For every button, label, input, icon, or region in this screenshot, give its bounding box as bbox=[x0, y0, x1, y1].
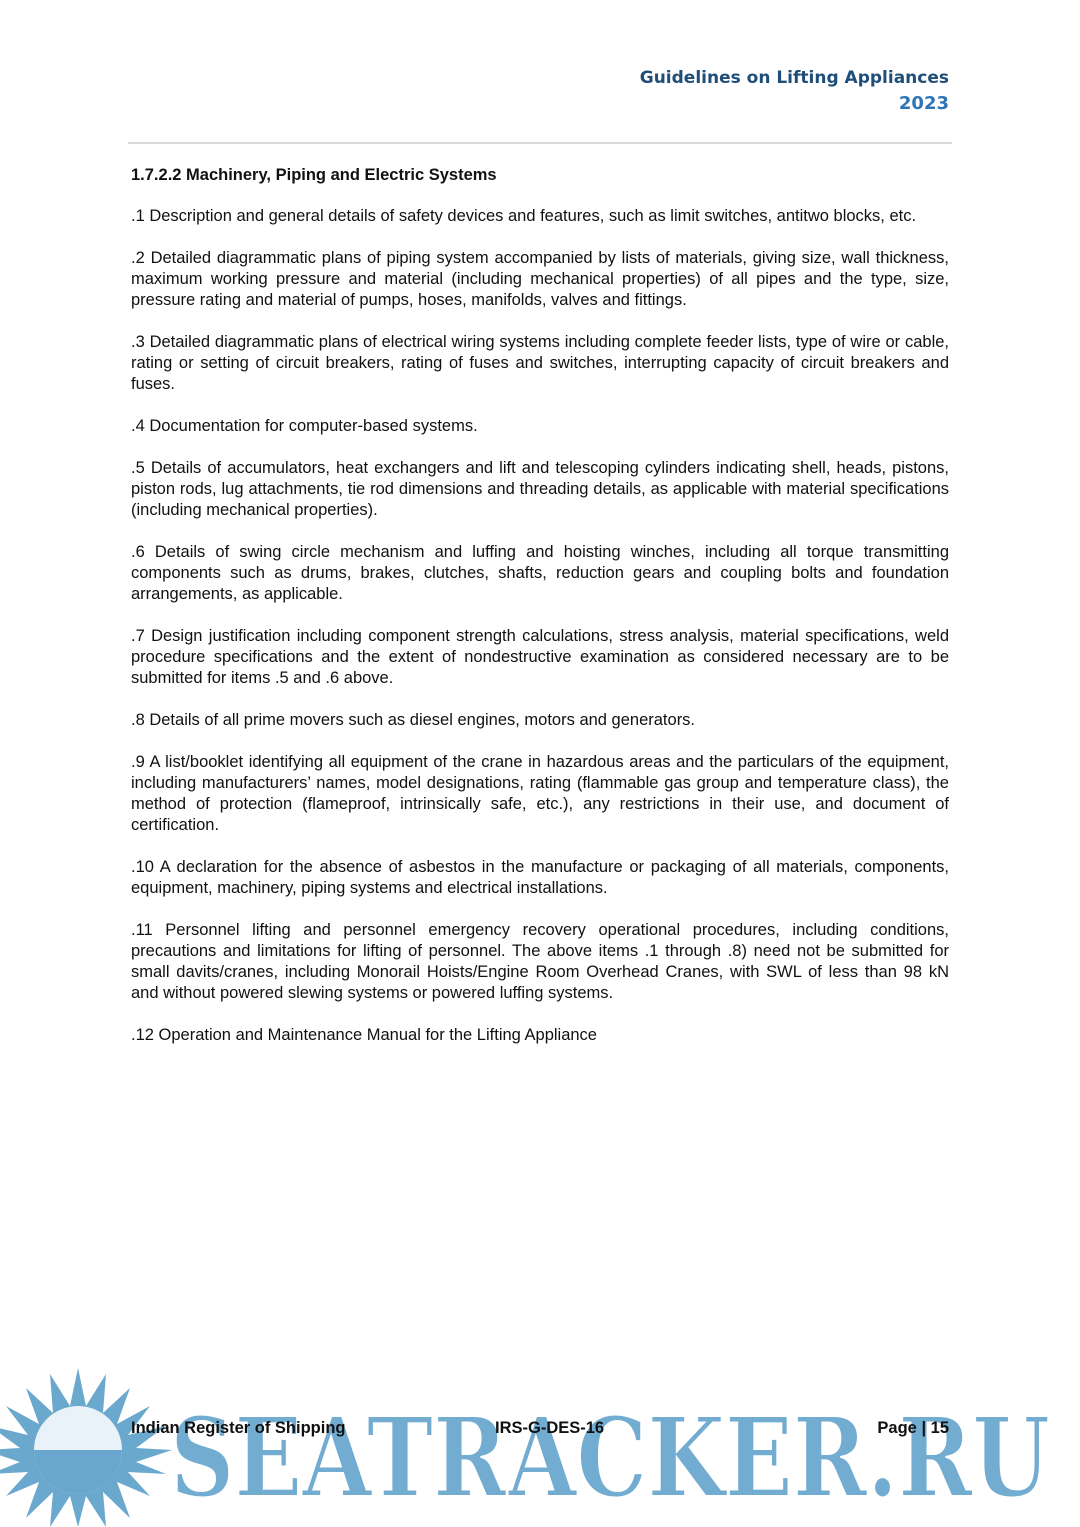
list-item-11: .11 Personnel lifting and personnel emergency recovery operational procedures, including conditions, precautions and limitations for lifting of personnel. The above items .1 through .8) need not be submitted for small davits/cranes, including Monorail Hoists/Engine Room Overhead Cranes, with SWL of less than 98 kN and without powered slewing systems or powered luffing systems. bbox=[131, 921, 949, 1002]
list-item-7: .7 Design justification including component strength calculations, stress analysis, material specifications, weld procedure specifications and the extent of nondestructive examination as considered necessary are to be submitted for items .5 and .6 above. bbox=[131, 627, 949, 687]
list-item-5: .5 Details of accumulators, heat exchangers and lift and telescoping cylinders indicating shell, heads, pistons, piston rods, lug attachments, tie rod dimensions and threading details, as applicable with material specifications (including mechanical properties). bbox=[131, 459, 949, 519]
watermark-text: SEATRACKER.RU bbox=[170, 1393, 1050, 1522]
seatracker-watermark bbox=[0, 1368, 1080, 1527]
list-item-12: .12 Operation and Maintenance Manual for the Lifting Appliance bbox=[131, 1026, 597, 1044]
footer-document-code: IRS-G-DES-16 bbox=[495, 1419, 605, 1437]
list-item-3: .3 Detailed diagrammatic plans of electrical wiring systems including complete feeder lists, type of wire or cable, rating or setting of circuit breakers, rating of fuses and switches, interrupting capacity of circuit breakers and fuses. bbox=[131, 333, 949, 393]
list-item-1: .1 Description and general details of safety devices and features, such as limit switches, antitwo blocks, etc. bbox=[131, 207, 917, 225]
list-item-9: .9 A list/booklet identifying all equipment of the crane in hazardous areas and the particulars of the equipment, including manufacturers’ names, model designations, rating (flammable gas group and temperature class), the method of protection (flameproof, intrinsically safe, etc.), any restrictions in their use, and document of certification. bbox=[131, 753, 949, 834]
footer-organization: Indian Register of Shipping bbox=[131, 1419, 346, 1437]
document-year: 2023 bbox=[898, 93, 949, 114]
document-title: Guidelines on Lifting Appliances bbox=[639, 68, 949, 88]
page-footer bbox=[131, 1417, 949, 1439]
list-item-6: .6 Details of swing circle mechanism and luffing and hoisting winches, including all torque transmitting components such as drums, brakes, clutches, shafts, reduction gears and coupling bolts and foundation arrangements, as applicable. bbox=[131, 543, 949, 603]
list-item-2: .2 Detailed diagrammatic plans of piping system accompanied by lists of materials, giving size, wall thickness, maximum working pressure and material (including mechanical properties) of all pipes and the type, size, pressure rating and material of pumps, hoses, manifolds, valves and fittings. bbox=[131, 249, 949, 309]
header-divider bbox=[128, 142, 952, 144]
sun-logo-icon bbox=[0, 1368, 172, 1527]
footer-page-number: Page | 15 bbox=[877, 1419, 949, 1437]
list-item-10: .10 A declaration for the absence of asbestos in the manufacture or packaging of all materials, components, equipment, machinery, piping systems and electrical installations. bbox=[131, 858, 949, 897]
list-item-4: .4 Documentation for computer-based systems. bbox=[131, 417, 478, 435]
section-heading: 1.7.2.2 Machinery, Piping and Electric Systems bbox=[131, 166, 497, 184]
list-item-8: .8 Details of all prime movers such as diesel engines, motors and generators. bbox=[131, 711, 696, 729]
page-content bbox=[131, 165, 949, 1067]
